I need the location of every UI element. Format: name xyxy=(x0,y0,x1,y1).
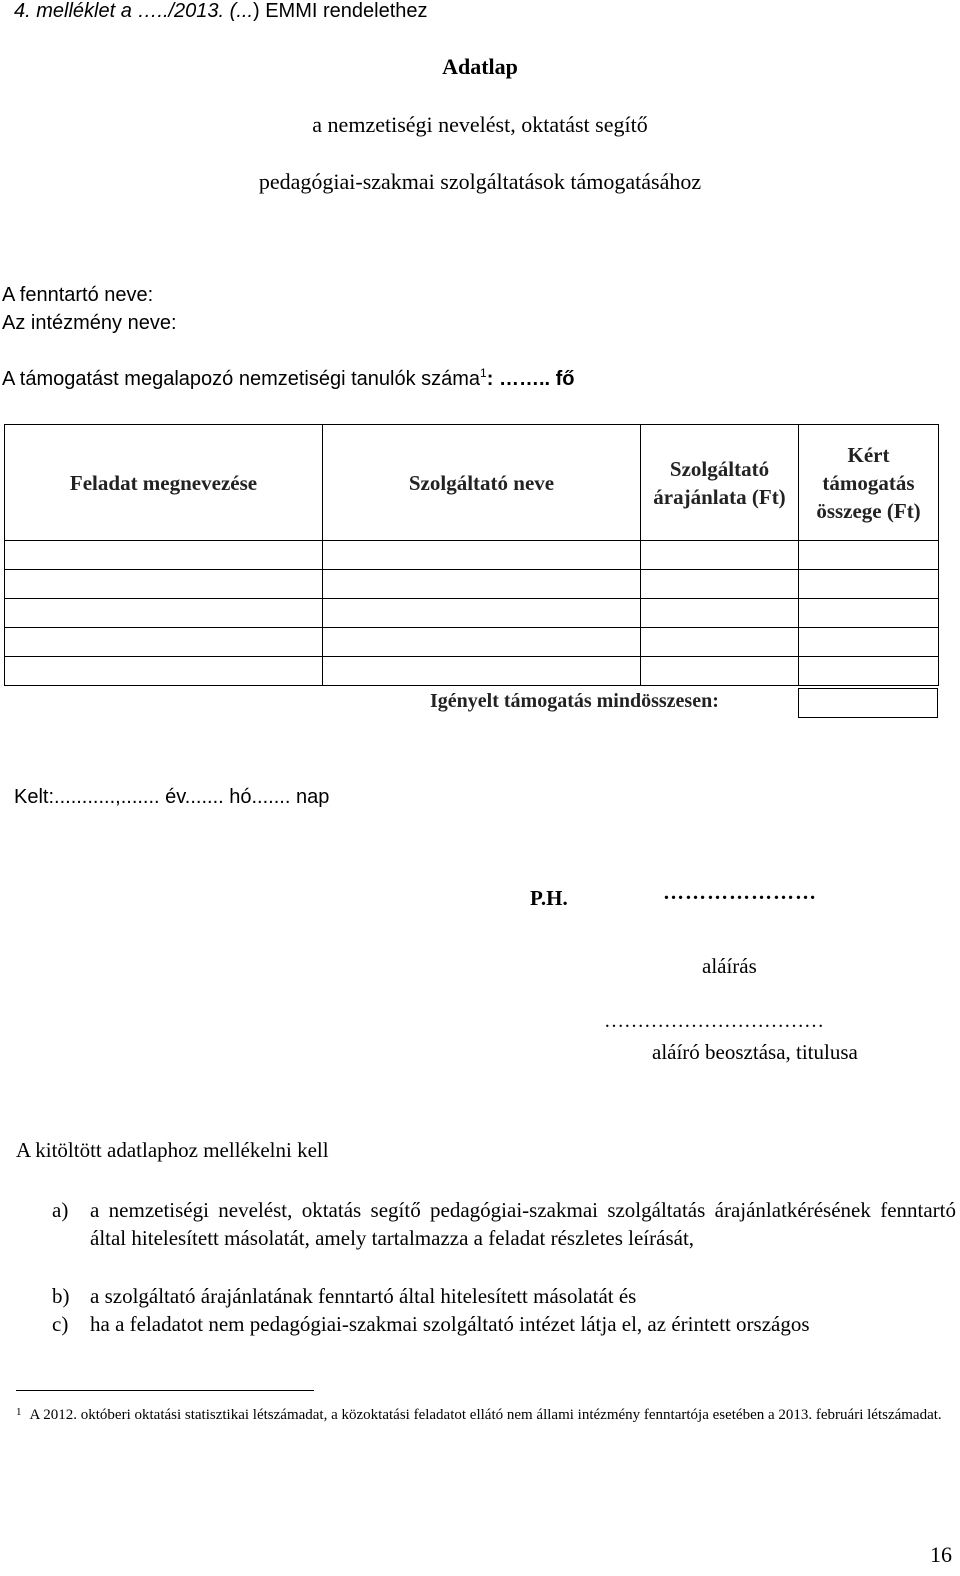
table-cell[interactable] xyxy=(799,541,939,570)
stamp-placeholder: P.H. xyxy=(530,886,568,910)
table-cell[interactable] xyxy=(323,599,641,628)
table-row xyxy=(5,541,939,570)
table-cell[interactable] xyxy=(5,541,323,570)
list-item-text: ha a feladatot nem pedagógiai-szakmai szolgáltató intézet látja el, az érintett országos xyxy=(90,1312,810,1336)
table-cell[interactable] xyxy=(5,570,323,599)
table-cell[interactable] xyxy=(641,541,799,570)
header-provider-quote: Szolgáltató árajánlata (Ft) xyxy=(641,425,799,541)
attachments-intro: A kitöltött adatlaphoz mellékelni kell xyxy=(16,1138,329,1162)
table-row xyxy=(5,570,939,599)
field-student-count: A támogatást megalapozó nemzetiségi tanulók száma$^1$: …….. fő xyxy=(2,366,575,390)
table-cell[interactable] xyxy=(5,599,323,628)
footnote xyxy=(16,1404,956,1426)
footnote-text: A 2012. októberi oktatási statisztikai létszámadat, a közoktatási feladatot ellátó nem állami intézmény fenntartója esetében a 2013. februári létszámadat. xyxy=(29,1407,942,1423)
table-header-row xyxy=(5,425,939,541)
field-maintainer-name: A fenntartó neve: xyxy=(2,284,154,306)
table-cell[interactable] xyxy=(5,628,323,657)
table-cell[interactable] xyxy=(323,628,641,657)
table-cell[interactable] xyxy=(641,599,799,628)
table-cell[interactable] xyxy=(323,657,641,686)
footnote-reference: 1 xyxy=(480,366,487,380)
total-label: Igényelt támogatás mindösszesen: xyxy=(430,690,719,712)
table-cell[interactable] xyxy=(799,657,939,686)
list-item xyxy=(52,1282,956,1310)
list-item xyxy=(52,1196,956,1280)
decree-reference: 4. melléklet a …../2013. (...) EMMI rendelethez xyxy=(14,0,428,22)
position-label: aláíró beosztása, titulusa xyxy=(652,1040,858,1064)
footnote-number: 1 xyxy=(16,1406,22,1418)
table-cell[interactable] xyxy=(323,570,641,599)
document-title: Adatlap xyxy=(442,54,518,79)
page-number: 16 xyxy=(930,1542,952,1567)
table-cell[interactable] xyxy=(641,657,799,686)
table-cell[interactable] xyxy=(641,570,799,599)
position-line: …………………………… xyxy=(604,1010,824,1032)
signature-line: ………………… xyxy=(663,880,817,904)
signature-label: aláírás xyxy=(702,954,757,978)
support-request-table xyxy=(4,424,939,686)
list-marker: a) xyxy=(52,1198,69,1222)
table-row xyxy=(5,628,939,657)
table-cell[interactable] xyxy=(799,570,939,599)
footnote-separator xyxy=(16,1390,314,1391)
total-amount-box[interactable] xyxy=(798,688,938,718)
list-marker: c) xyxy=(52,1312,69,1336)
document-subtitle-line-2: pedagógiai-szakmai szolgáltatások támogatásához xyxy=(258,169,702,194)
table-cell[interactable] xyxy=(641,628,799,657)
field-institution-name: Az intézmény neve: xyxy=(2,312,177,334)
table-cell[interactable] xyxy=(799,628,939,657)
table-cell[interactable] xyxy=(323,541,641,570)
table-row xyxy=(5,657,939,686)
header-requested-amount: Kért támogatás összege (Ft) xyxy=(799,425,939,541)
table-cell[interactable] xyxy=(5,657,323,686)
table-row xyxy=(5,599,939,628)
list-marker: b) xyxy=(52,1284,70,1308)
table-cell[interactable] xyxy=(799,599,939,628)
list-item-text: a szolgáltató árajánlatának fenntartó által hitelesített másolatát és xyxy=(90,1284,637,1308)
date-line: Kelt:...........,....... év....... hó....... nap xyxy=(14,786,330,808)
header-provider-name: Szolgáltató neve xyxy=(323,425,641,541)
list-item-text: a nemzetiségi nevelést, oktatás segítő pedagógiai-szakmai szolgáltatás árajánlatkérésének fenntartó által hitelesített másolatát, amely tartalmazza a feladat részletes leírását, xyxy=(90,1198,956,1250)
header-task-name: Feladat megnevezése xyxy=(5,425,323,541)
document-subtitle-line-1: a nemzetiségi nevelést, oktatást segítő xyxy=(312,112,648,137)
list-item xyxy=(52,1310,956,1338)
